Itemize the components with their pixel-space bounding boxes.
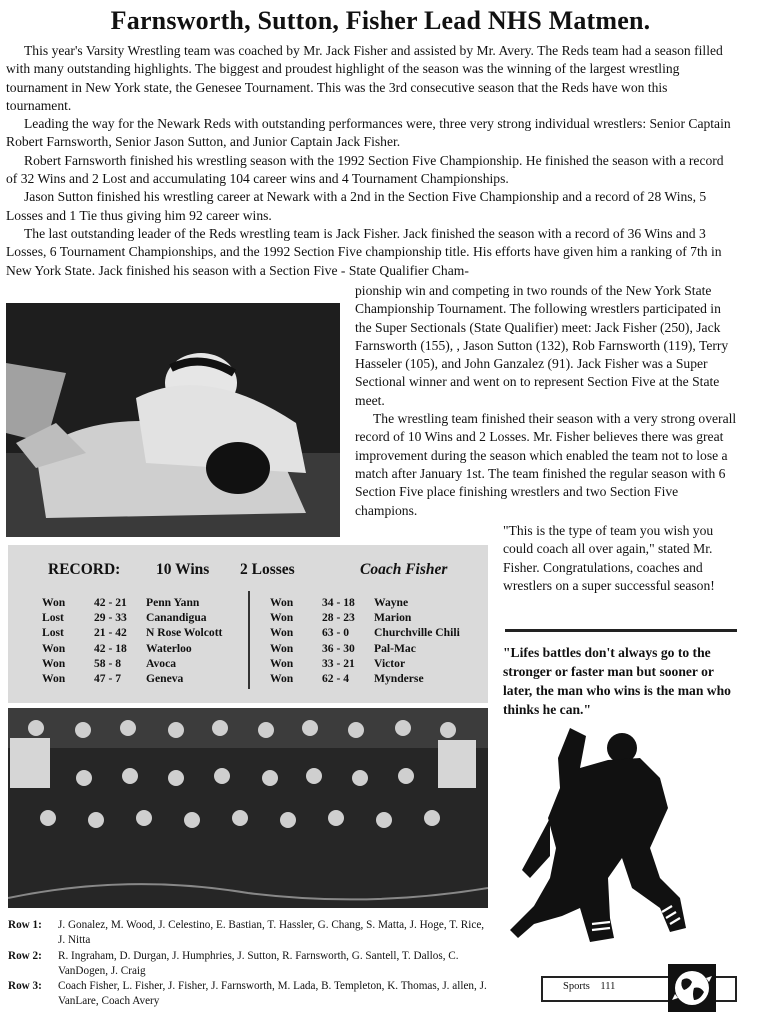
match-opponent: Victor xyxy=(374,656,406,670)
divider-rule xyxy=(505,629,737,632)
team-photo-captions xyxy=(8,918,488,1010)
footer-page-number: 111 xyxy=(600,981,616,992)
wrestlers-silhouette-icon xyxy=(510,728,688,948)
paragraph-1: This year's Varsity Wrestling team was coached by Mr. Jack Fisher and assisted by Mr. Avery. The Reds team had a season filled with many outstanding highlights. The biggest and proudest highlight of the season was the winning of the largest wrestling tournament in New York state, the Genesee Tournament. This was the 3rd consecutive season that the Reds have won this tournament. xyxy=(6,43,723,113)
match-score: 29 - 33 xyxy=(94,611,127,625)
record-divider xyxy=(248,591,250,689)
match-opponent: Geneva xyxy=(146,671,184,685)
match-result: Won xyxy=(270,671,294,685)
caption-label: Row 2: xyxy=(8,949,42,962)
match-opponent: Waterloo xyxy=(146,641,192,655)
match-score: 42 - 21 xyxy=(94,596,127,609)
team-photo-image xyxy=(8,708,488,908)
match-score: 63 - 0 xyxy=(322,626,350,640)
match-result: Won xyxy=(270,641,294,655)
match-opponent: Pal-Mac xyxy=(374,641,416,655)
caption-label: Row 1: xyxy=(8,919,42,931)
caption-names: J. Gonalez, M. Wood, J. Celestino, E. Bastian, T. Hassler, G. Chang, S. Matta, J. Hoge, T. Rice, J. Nitta xyxy=(58,919,485,947)
article-intro xyxy=(6,42,736,280)
match-opponent: Marion xyxy=(374,611,412,625)
record-wins: 10 Wins xyxy=(156,561,210,578)
match-score: 21 - 42 xyxy=(94,626,127,640)
match-score: 42 - 18 xyxy=(94,641,127,655)
match-score: 58 - 8 xyxy=(94,656,122,670)
match-result: Won xyxy=(42,596,66,609)
paragraph-3: Robert Farnsworth finished his wrestling season with the 1992 Section Five Championship. He finished the season with a record of 32 Wins and 2 Lost and accumulating 104 career wins and 4 Tournament Championships. xyxy=(6,152,724,187)
match-score: 28 - 23 xyxy=(322,611,355,625)
match-score: 62 - 4 xyxy=(322,671,350,685)
match-opponent: Mynderse xyxy=(374,671,424,685)
match-opponent: Penn Yann xyxy=(146,596,200,609)
match-score: 33 - 21 xyxy=(322,656,355,670)
team-photo xyxy=(8,708,488,908)
article-continued xyxy=(355,282,739,520)
record-label: RECORD: xyxy=(48,561,121,578)
match-result: Won xyxy=(42,641,66,655)
coach-quote: "This is the type of team you wish you could coach all over again," stated Mr. Fisher. Congratulations, coaches and wrestlers on a super successful season! xyxy=(503,523,715,593)
match-opponent: Canandigua xyxy=(146,611,207,625)
match-score: 34 - 18 xyxy=(322,596,355,609)
wrestling-action-image xyxy=(6,303,340,537)
globe-badge-icon xyxy=(668,964,716,1012)
footer-section: Sports xyxy=(563,981,590,992)
match-opponent: Avoca xyxy=(146,656,177,670)
match-opponent: Churchville Chili xyxy=(374,626,460,640)
season-record-box xyxy=(8,545,488,703)
match-score: 36 - 30 xyxy=(322,641,355,655)
match-opponent: N Rose Wolcott xyxy=(146,626,223,640)
caption-names: R. Ingraham, D. Durgan, J. Humphries, J. Sutton, R. Farnsworth, G. Santell, T. Dallos, C. VanDogen, J. Craig xyxy=(58,949,459,977)
caption-row xyxy=(8,979,488,1010)
match-result: Won xyxy=(42,656,66,670)
footer-label xyxy=(563,981,615,992)
match-result: Lost xyxy=(42,611,64,625)
match-result: Won xyxy=(270,626,294,640)
caption-names: Coach Fisher, L. Fisher, J. Fisher, J. Farnsworth, M. Lada, B. Templeton, K. Thomas, J. allen, J. VanLare, Coach Avery xyxy=(58,980,487,1008)
paragraph-5: The last outstanding leader of the Reds wrestling team is Jack Fisher. Jack finished the season with a record of 36 Wins and 3 Losses, 6 Tournament Championships, and the 1992 Section Five championship title. His efforts have given him a ranking of 7th in New York State. Jack finished his season with a Section Five - State Qualifier Cham- xyxy=(6,225,722,278)
page-title: Farnsworth, Sutton, Fisher Lead NHS Matmen. xyxy=(110,6,651,35)
paragraph-6: pionship win and competing in two rounds of the New York State Championship Tournament. The following wrestlers participated in the Super Sectionals (State Qualifier) meet: Jack Fisher (250), Jack Farnsworth (155), , Jason Sutton (132), Rob Farnsworth (119), Terry Hasseler (105), and John Ganzalez (91). Jack Fisher was a Super Sectional winner and went on to represent Section Five at the State meet. xyxy=(355,283,729,408)
motto-quote: "Lifes battles don't always go to the stronger or faster man but sooner or later, the man who wins is the man who thinks he can." xyxy=(503,645,731,717)
paragraph-4: Jason Sutton finished his wrestling career at Newark with a 2nd in the Section Five Championship and a record of 28 Wins, 5 Losses and 1 Tie thus giving him 92 career wins. xyxy=(6,189,707,223)
match-result: Won xyxy=(42,671,66,685)
match-result: Lost xyxy=(42,626,64,640)
record-losses: 2 Losses xyxy=(240,561,295,578)
wrestling-action-photo xyxy=(6,303,340,537)
paragraph-2: Leading the way for the Newark Reds with outstanding performances were, three very strong individual wrestlers: Senior Captain Robert Farnsworth, Senior Jason Sutton, and Junior Captain Jack Fisher. xyxy=(6,116,731,150)
match-score: 47 - 7 xyxy=(94,671,122,685)
caption-label: Row 3: xyxy=(8,980,42,993)
match-result: Won xyxy=(270,596,294,609)
caption-row xyxy=(8,949,488,980)
match-opponent: Wayne xyxy=(374,596,409,609)
match-result: Won xyxy=(270,656,294,670)
caption-row xyxy=(8,918,488,949)
match-result: Won xyxy=(270,611,294,625)
record-coach: Coach Fisher xyxy=(360,561,448,578)
paragraph-7: The wrestling team finished their season with a very strong overall record of 10 Wins and 2 Losses. Mr. Fisher believes there was great improvement during the season which enabled the team not to lose a match after January 1st. The team finished the regular season with 6 Section Five place finishing wrestlers and two Section Five champions. xyxy=(355,411,737,518)
